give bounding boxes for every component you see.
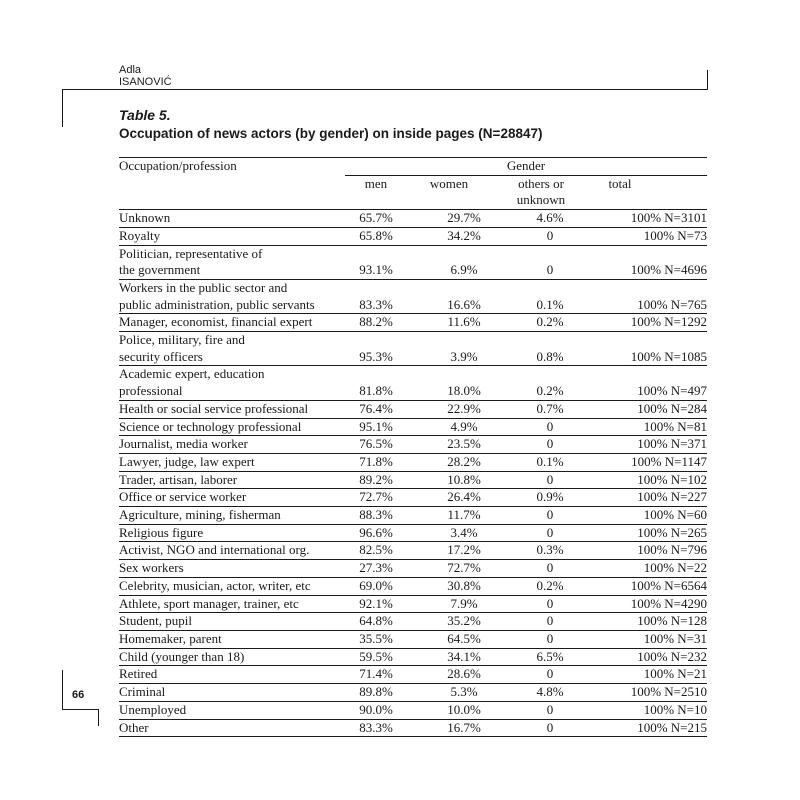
table-title: Occupation of news actors (by gender) on inside pages (N=28847) — [119, 126, 543, 141]
cell-men: 35.5% — [359, 630, 393, 646]
header-others-line2: unknown — [516, 192, 566, 208]
cell-occupation — [119, 684, 345, 701]
cell-men: 71.4% — [359, 666, 393, 682]
footer-rule-drop — [98, 709, 99, 726]
table-row — [119, 210, 707, 228]
header-others-line1: others or — [518, 175, 564, 191]
cell-total: 100% N=128 — [637, 613, 707, 629]
cell-women: 4.9% — [450, 418, 478, 434]
occupation-line: Unemployed — [119, 701, 187, 717]
cell-occupation — [119, 613, 345, 630]
occupation-line: Agriculture, mining, fisherman — [119, 507, 281, 523]
table-row — [119, 332, 707, 366]
cell-men: 65.7% — [359, 210, 393, 226]
table-row — [119, 613, 707, 631]
cell-women: 3.4% — [450, 524, 478, 540]
cell-women: 3.9% — [450, 348, 478, 364]
occupation-line: Celebrity, musician, actor, writer, etc — [119, 577, 311, 593]
running-header-author-last: ISANOVIĆ — [119, 76, 172, 88]
cell-occupation — [119, 228, 345, 245]
table-body — [119, 210, 707, 737]
cell-women: 17.2% — [447, 542, 481, 558]
cell-occupation — [119, 419, 345, 436]
cell-occupation — [119, 560, 345, 577]
cell-women: 22.9% — [447, 400, 481, 416]
page-number: 66 — [72, 689, 85, 701]
cell-men: 90.0% — [359, 701, 393, 717]
table-label: Table 5. — [119, 107, 171, 123]
cell-men: 89.8% — [359, 684, 393, 700]
cell-occupation — [119, 666, 345, 683]
cell-occupation — [119, 542, 345, 559]
footer-rule-horizontal — [62, 709, 99, 710]
cell-others: 0 — [546, 507, 554, 523]
cell-women: 7.9% — [450, 595, 478, 611]
table-row — [119, 720, 707, 738]
cell-total: 100% N=31 — [643, 630, 707, 646]
header-occupation: Occupation/profession — [119, 158, 237, 173]
cell-men: 95.3% — [359, 348, 393, 364]
table-row — [119, 666, 707, 684]
cell-women: 34.1% — [447, 648, 481, 664]
occupation-line: Activist, NGO and international org. — [119, 542, 310, 558]
table-header-row-2 — [119, 176, 707, 210]
cell-others: 0.2% — [536, 383, 564, 399]
cell-men: 88.3% — [359, 507, 393, 523]
table-row — [119, 684, 707, 702]
table-row — [119, 489, 707, 507]
cell-women: 64.5% — [447, 630, 481, 646]
table-row — [119, 419, 707, 437]
cell-total: 100% N=765 — [637, 296, 707, 312]
cell-women: 28.2% — [447, 453, 481, 469]
cell-men: 59.5% — [359, 648, 393, 664]
cell-women: 11.7% — [447, 507, 481, 523]
table-row — [119, 542, 707, 560]
table-row — [119, 228, 707, 246]
occupation-line-2: the government — [119, 262, 201, 278]
cell-total: 100% N=10 — [643, 701, 707, 717]
cell-occupation — [119, 649, 345, 666]
cell-others: 0 — [546, 630, 554, 646]
table-row — [119, 280, 707, 314]
cell-women: 16.7% — [447, 719, 481, 735]
table-row — [119, 366, 707, 400]
occupation-line: Journalist, media worker — [119, 436, 248, 452]
cell-men: 95.1% — [359, 418, 393, 434]
occupation-line: Unknown — [119, 210, 171, 226]
occupation-line: Homemaker, parent — [119, 630, 222, 646]
cell-others: 0 — [546, 719, 554, 735]
cell-occupation — [119, 507, 345, 524]
cell-others: 0 — [546, 471, 554, 487]
footer-rule-left-vertical — [62, 670, 63, 710]
cell-total: 100% N=796 — [637, 542, 707, 558]
cell-women: 16.6% — [447, 296, 481, 312]
cell-total: 100% N=21 — [643, 666, 707, 682]
cell-occupation — [119, 472, 345, 489]
cell-occupation — [119, 489, 345, 506]
table-row — [119, 401, 707, 419]
cell-occupation — [119, 210, 345, 227]
cell-others: 0.1% — [536, 453, 564, 469]
table-row — [119, 454, 707, 472]
cell-total: 100% N=22 — [643, 560, 707, 576]
cell-total: 100% N=60 — [643, 507, 707, 523]
cell-women: 29.7% — [447, 210, 481, 226]
cell-occupation — [119, 702, 345, 719]
header-gender: Gender — [506, 158, 546, 173]
occupation-line-2: public administration, public servants — [119, 296, 315, 312]
occupation-line-2: professional — [119, 383, 183, 399]
cell-others: 0 — [546, 524, 554, 540]
header-men: men — [364, 175, 388, 191]
cell-occupation — [119, 401, 345, 418]
cell-men: 83.3% — [359, 719, 393, 735]
cell-men: 88.2% — [359, 314, 393, 330]
cell-total: 100% N=1292 — [630, 314, 707, 330]
cell-men: 69.0% — [359, 577, 393, 593]
cell-total: 100% N=227 — [637, 489, 707, 505]
table-row — [119, 702, 707, 720]
cell-total: 100% N=497 — [637, 383, 707, 399]
cell-men: 27.3% — [359, 560, 393, 576]
running-header-author-first: Adla — [119, 64, 142, 76]
cell-men: 71.8% — [359, 453, 393, 469]
cell-men: 92.1% — [359, 595, 393, 611]
cell-others: 0 — [546, 666, 554, 682]
header-rule-right-vertical — [707, 70, 708, 90]
cell-others: 0.3% — [536, 542, 564, 558]
cell-total: 100% N=73 — [643, 227, 707, 243]
occupation-line: Criminal — [119, 684, 166, 700]
table-row — [119, 314, 707, 332]
cell-total: 100% N=4290 — [630, 595, 707, 611]
cell-others: 0 — [546, 560, 554, 576]
cell-men: 96.6% — [359, 524, 393, 540]
cell-occupation — [119, 578, 345, 595]
header-total: total — [608, 175, 632, 191]
cell-occupation — [119, 366, 345, 399]
cell-total: 100% N=232 — [637, 648, 707, 664]
occupation-line-2: security officers — [119, 348, 203, 364]
header-rule-left-vertical — [62, 89, 63, 127]
cell-others: 0 — [546, 595, 554, 611]
occupation-line: Office or service worker — [119, 489, 247, 505]
occupation-line: Politician, representative of — [119, 245, 263, 261]
cell-total: 100% N=3101 — [630, 210, 707, 226]
cell-women: 35.2% — [447, 613, 481, 629]
cell-total: 100% N=284 — [637, 400, 707, 416]
cell-men: 76.5% — [359, 436, 393, 452]
cell-others: 4.8% — [536, 684, 564, 700]
cell-total: 100% N=1085 — [630, 348, 707, 364]
cell-others: 0.1% — [536, 296, 564, 312]
cell-others: 0 — [546, 701, 554, 717]
cell-occupation — [119, 525, 345, 542]
occupation-line: Manager, economist, financial expert — [119, 314, 313, 330]
cell-total: 100% N=4696 — [630, 262, 707, 278]
cell-others: 0.9% — [536, 489, 564, 505]
table-row — [119, 436, 707, 454]
cell-women: 5.3% — [450, 684, 478, 700]
occupation-line: Royalty — [119, 227, 161, 243]
cell-occupation — [119, 314, 345, 331]
occupation-line: Child (younger than 18) — [119, 648, 245, 664]
table-row — [119, 578, 707, 596]
table-row — [119, 649, 707, 667]
cell-others: 0 — [546, 613, 554, 629]
cell-men: 83.3% — [359, 296, 393, 312]
cell-others: 0.2% — [536, 314, 564, 330]
cell-men: 65.8% — [359, 227, 393, 243]
cell-women: 23.5% — [447, 436, 481, 452]
cell-others: 0 — [546, 227, 554, 243]
cell-women: 10.8% — [447, 471, 481, 487]
cell-total: 100% N=2510 — [630, 684, 707, 700]
table-row — [119, 560, 707, 578]
cell-men: 93.1% — [359, 262, 393, 278]
occupation-line: Other — [119, 719, 149, 735]
cell-women: 28.6% — [447, 666, 481, 682]
cell-others: 0.8% — [536, 348, 564, 364]
cell-total: 100% N=1147 — [631, 453, 707, 469]
header-women: women — [429, 175, 469, 191]
cell-others: 6.5% — [536, 648, 564, 664]
occupation-line: Athlete, sport manager, trainer, etc — [119, 595, 299, 611]
cell-others: 0 — [546, 418, 554, 434]
cell-women: 26.4% — [447, 489, 481, 505]
cell-women: 72.7% — [447, 560, 481, 576]
occupation-line: Academic expert, education — [119, 366, 265, 382]
table-header-row-1 — [119, 158, 707, 175]
cell-men: 81.8% — [359, 383, 393, 399]
table-row — [119, 525, 707, 543]
cell-men: 82.5% — [359, 542, 393, 558]
cell-total: 100% N=371 — [637, 436, 707, 452]
cell-men: 76.4% — [359, 400, 393, 416]
cell-others: 0.7% — [536, 400, 564, 416]
cell-total: 100% N=6564 — [630, 577, 707, 593]
occupation-line: Health or social service professional — [119, 400, 309, 416]
cell-women: 10.0% — [447, 701, 481, 717]
cell-occupation — [119, 436, 345, 453]
occupation-line: Science or technology professional — [119, 418, 302, 434]
cell-others: 0.2% — [536, 577, 564, 593]
cell-women: 34.2% — [447, 227, 481, 243]
cell-women: 11.6% — [447, 314, 481, 330]
occupation-table — [119, 157, 707, 737]
table-row — [119, 472, 707, 490]
cell-others: 0 — [546, 262, 554, 278]
cell-occupation — [119, 631, 345, 648]
cell-occupation — [119, 596, 345, 613]
cell-occupation — [119, 454, 345, 471]
cell-men: 89.2% — [359, 471, 393, 487]
cell-total: 100% N=215 — [637, 719, 707, 735]
cell-total: 100% N=265 — [637, 524, 707, 540]
occupation-line: Trader, artisan, laborer — [119, 471, 238, 487]
table-row — [119, 631, 707, 649]
cell-total: 100% N=102 — [637, 471, 707, 487]
occupation-line: Lawyer, judge, law expert — [119, 453, 255, 469]
cell-men: 72.7% — [359, 489, 393, 505]
cell-women: 18.0% — [447, 383, 481, 399]
occupation-line: Retired — [119, 666, 158, 682]
cell-occupation — [119, 332, 345, 365]
header-rule-horizontal — [62, 89, 708, 90]
occupation-line: Sex workers — [119, 560, 184, 576]
occupation-line: Workers in the public sector and — [119, 279, 288, 295]
table-row — [119, 246, 707, 280]
header-others — [491, 176, 591, 209]
occupation-line: Religious figure — [119, 524, 204, 540]
occupation-line: Police, military, fire and — [119, 332, 245, 348]
occupation-line: Student, pupil — [119, 613, 192, 629]
cell-total: 100% N=81 — [643, 418, 707, 434]
cell-others: 0 — [546, 436, 554, 452]
cell-others: 4.6% — [536, 210, 564, 226]
gender-subrule — [345, 175, 707, 176]
cell-occupation — [119, 280, 345, 313]
cell-women: 30.8% — [447, 577, 481, 593]
table-row — [119, 507, 707, 525]
cell-occupation — [119, 246, 345, 279]
cell-women: 6.9% — [450, 262, 478, 278]
cell-men: 64.8% — [359, 613, 393, 629]
cell-occupation — [119, 720, 345, 737]
table-row — [119, 596, 707, 614]
